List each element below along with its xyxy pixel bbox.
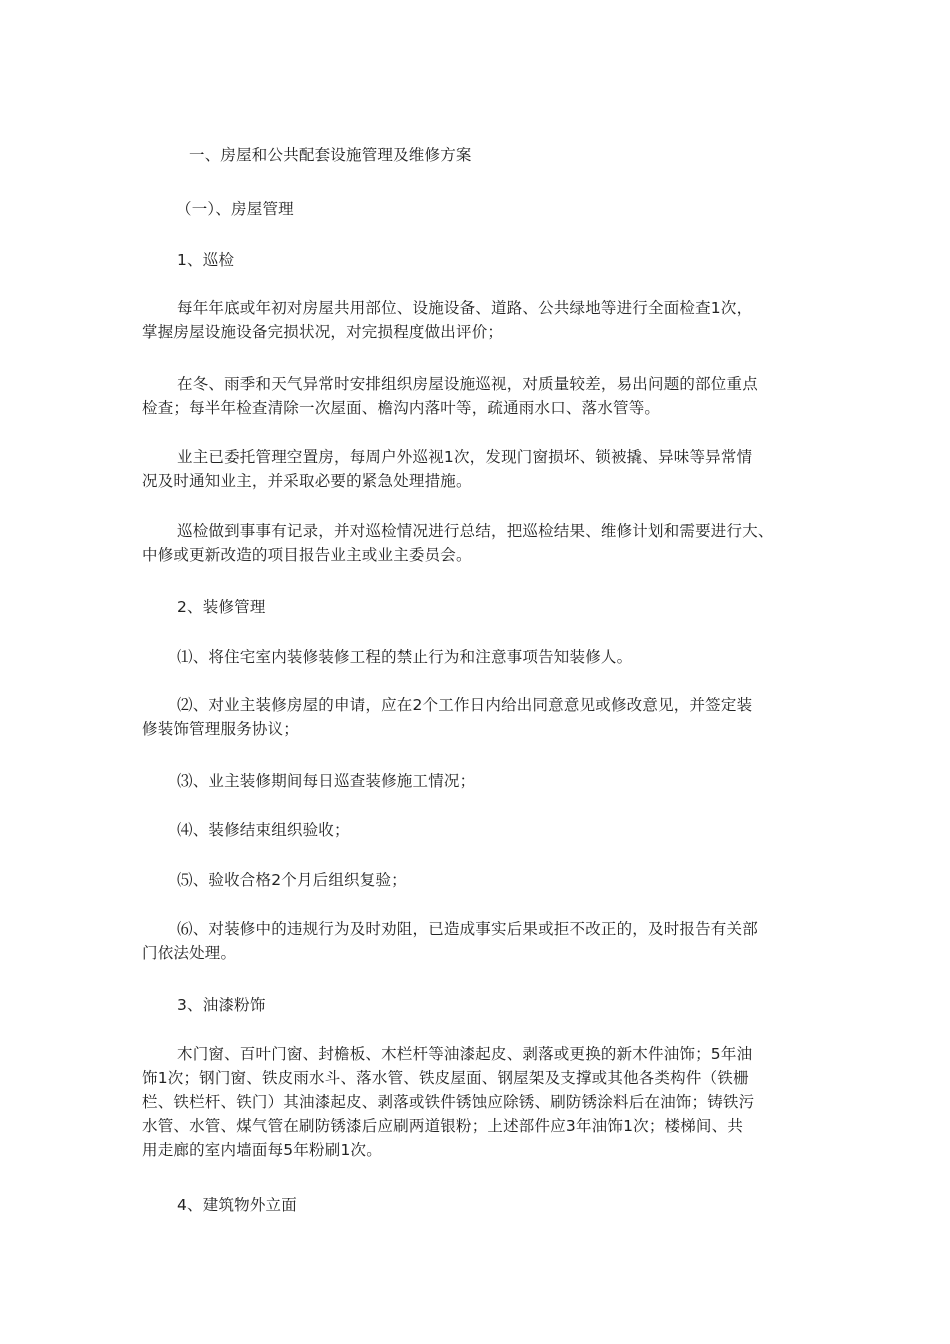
paragraph-line: ⑵、对业主装修房屋的申请，应在2个工作日内给出同意意见或修改意见，并签定装 — [177, 696, 753, 714]
paragraph-line: 巡检做到事事有记录，并对巡检情况进行总结，把巡检结果、维修计划和需要进行大、 — [177, 522, 774, 540]
document-title: 一、房屋和公共配套设施管理及维修方案 — [189, 146, 472, 164]
paragraph-line: 在冬、雨季和天气异常时安排组织房屋设施巡视，对质量较差，易出问题的部位重点 — [177, 375, 758, 393]
section-subtitle: （一）、房屋管理 — [176, 200, 294, 218]
paragraph-annual-inspection — [142, 296, 817, 344]
paragraph-line: 门依法处理。 — [142, 944, 237, 962]
paragraph-line: 水管、水管、煤气管在刷防锈漆后应刷两道银粉；上述部件应3年油饰1次；楼梯间、共 — [142, 1117, 744, 1135]
heading-inspection: 1、巡检 — [177, 251, 235, 269]
list-item-renovation-1: ⑴、将住宅室内装修装修工程的禁止行为和注意事项告知装修人。 — [177, 648, 633, 666]
paragraph-line: 修装饰管理服务协议； — [142, 720, 300, 738]
list-item-renovation-3: ⑶、业主装修期间每日巡查装修施工情况； — [177, 772, 476, 790]
paragraph-line: 掌握房屋设施设备完损状况，对完损程度做出评价； — [142, 323, 504, 341]
paragraph-line: 饰1次；钢门窗、铁皮雨水斗、落水管、铁皮屋面、钢屋架及支撑或其他各类构件（铁栅 — [142, 1069, 749, 1087]
paragraph-line: ⑹、对装修中的违规行为及时劝阻，已造成事实后果或拒不改正的，及时报告有关部 — [177, 920, 758, 938]
list-item-renovation-5: ⑸、验收合格2个月后组织复验； — [177, 871, 407, 889]
paragraph-line: 中修或更新改造的项目报告业主或业主委员会。 — [142, 546, 472, 564]
paragraph-line: 用走廊的室内墙面每5年粉刷1次。 — [142, 1141, 382, 1159]
paragraph-line: 况及时通知业主，并采取必要的紧急处理措施。 — [142, 472, 472, 490]
paragraph-line: 检查；每半年检查清除一次屋面、檐沟内落叶等，疏通雨水口、落水管等。 — [142, 399, 661, 417]
paragraph-seasonal-inspection — [142, 372, 817, 420]
list-item-renovation-6 — [142, 917, 817, 965]
heading-painting: 3、油漆粉饰 — [177, 996, 266, 1014]
heading-facade: 4、建筑物外立面 — [177, 1196, 297, 1214]
heading-renovation: 2、装修管理 — [177, 598, 266, 616]
paragraph-line: 业主已委托管理空置房，每周户外巡视1次，发现门窗损坏、锁被撬、异味等异常情 — [177, 448, 753, 466]
paragraph-line: 栏、铁栏杆、铁门）其油漆起皮、剥落或铁件锈蚀应除锈、刷防锈涂料后在油饰；铸铁污 — [142, 1093, 755, 1111]
paragraph-inspection-records — [142, 519, 817, 567]
paragraph-line: 每年年底或年初对房屋共用部位、设施设备、道路、公共绿地等进行全面检查1次， — [177, 299, 753, 317]
list-item-renovation-2 — [142, 693, 817, 741]
paragraph-painting — [142, 1042, 817, 1162]
list-item-renovation-4: ⑷、装修结束组织验收； — [177, 821, 350, 839]
paragraph-line: 木门窗、百叶门窗、封檐板、木栏杆等油漆起皮、剥落或更换的新木件油饰；5年油 — [177, 1045, 753, 1063]
paragraph-vacant-house — [142, 445, 817, 493]
